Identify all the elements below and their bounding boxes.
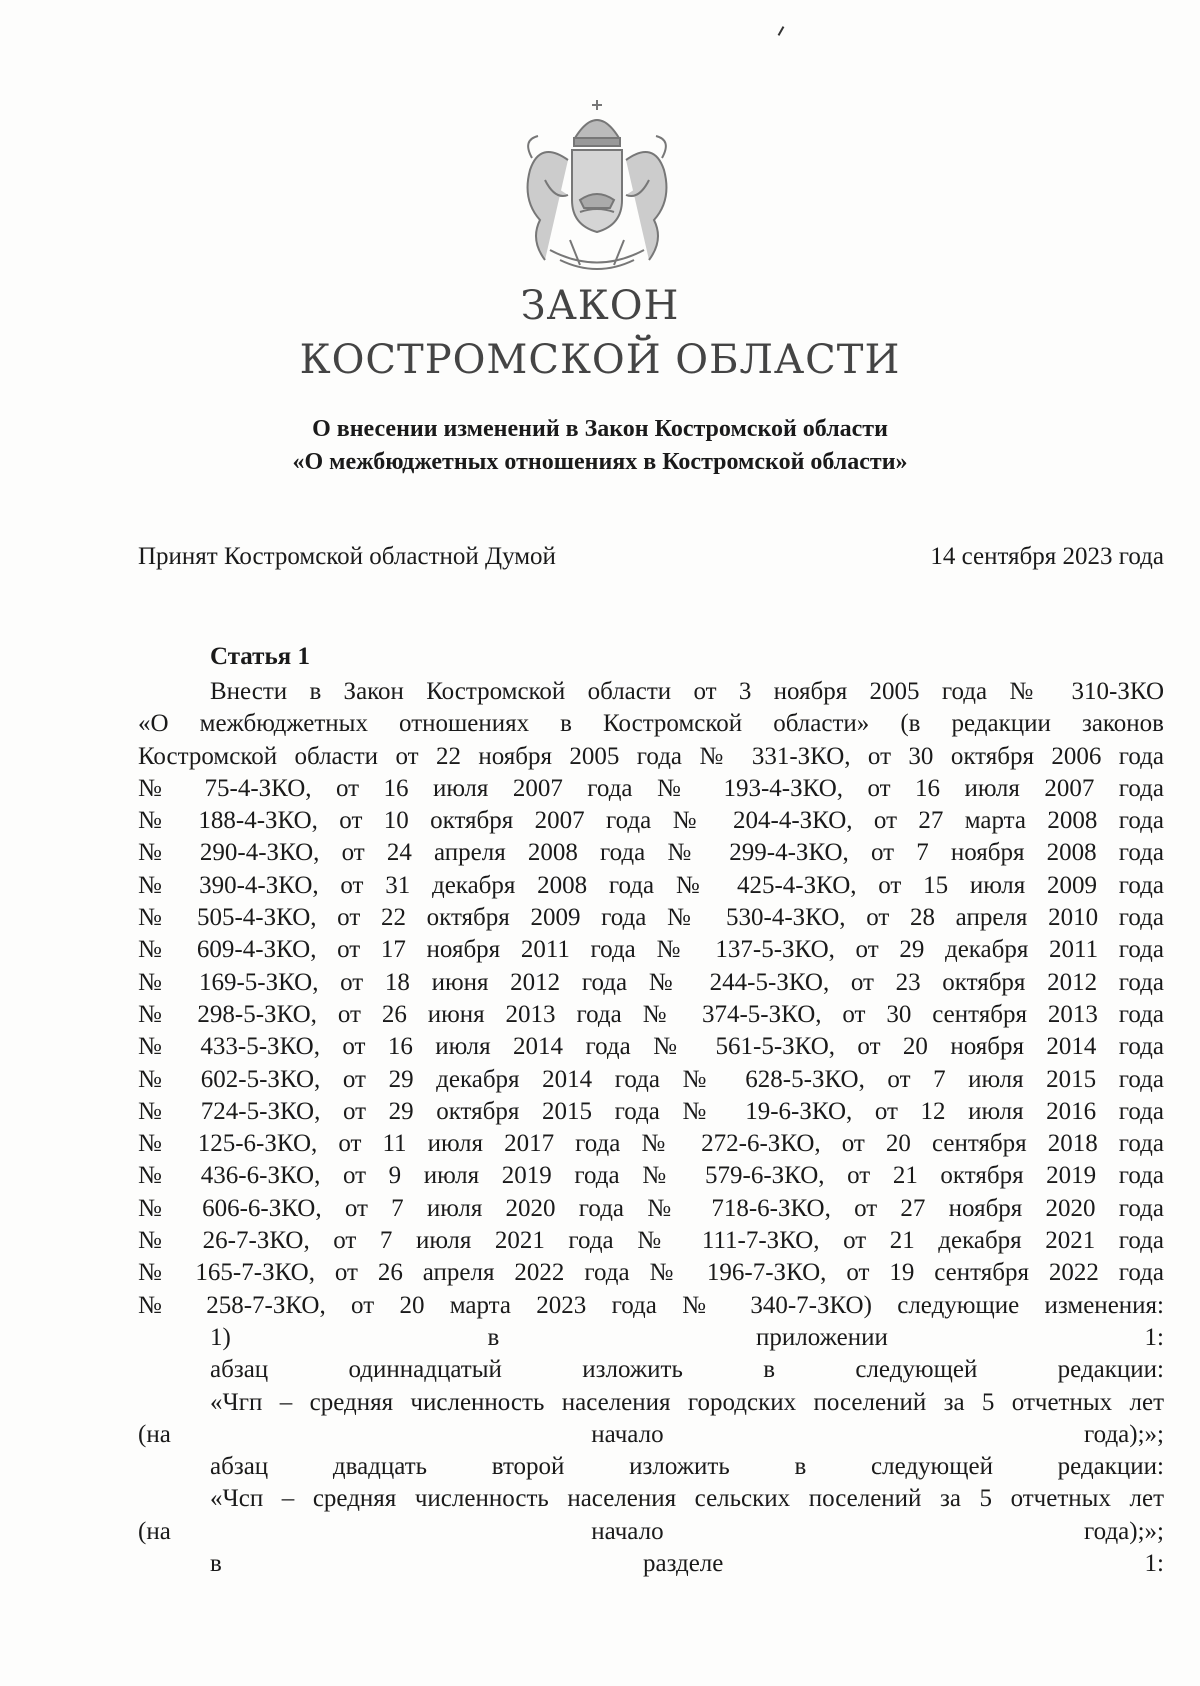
body-line: абзац одиннадцатый изложить в следующей редакции: bbox=[210, 1356, 1164, 1384]
law-subject-line-2: «О межбюджетных отношениях в Костромской области» bbox=[292, 449, 908, 475]
body-line: № 290-4-ЗКО, от 24 апреля 2008 года № 299-4-ЗКО, от 7 ноября 2008 года bbox=[138, 839, 1164, 867]
body-line: Внести в Закон Костромской области от 3 ноября 2005 года № 310-ЗКО bbox=[210, 678, 1164, 705]
body-line: № 26-7-ЗКО, от 7 июля 2021 года № 111-7-ЗКО, от 21 декабря 2021 года bbox=[138, 1227, 1164, 1255]
adopted-date: 14 сентября 2023 года bbox=[930, 543, 1164, 570]
body-line: № 609-4-ЗКО, от 17 ноября 2011 года № 137-5-ЗКО, от 29 декабря 2011 года bbox=[138, 936, 1164, 964]
body-line: (на начало года);»; bbox=[138, 1517, 1164, 1545]
body-line: «Чсп – средняя численность населения сельских поселений за 5 отчетных лет bbox=[210, 1485, 1164, 1513]
body-line: № 390-4-ЗКО, от 31 декабря 2008 года № 425-4-ЗКО, от 15 июля 2009 года bbox=[138, 871, 1164, 899]
body-line: № 433-5-ЗКО, от 16 июля 2014 года № 561-5-ЗКО, от 20 ноября 2014 года bbox=[138, 1033, 1164, 1061]
body-line: № 165-7-ЗКО, от 26 апреля 2022 года № 196-7-ЗКО, от 19 сентября 2022 года bbox=[138, 1259, 1164, 1287]
body-line: 1) в приложении 1: bbox=[210, 1323, 1164, 1351]
law-subject-line-1: О внесении изменений в Закон Костромской области bbox=[312, 416, 888, 442]
body-line: (на начало года);»; bbox=[138, 1420, 1164, 1448]
body-line: «Чгп – средняя численность населения городских поселений за 5 отчетных лет bbox=[210, 1388, 1164, 1416]
kostroma-coat-of-arms-icon bbox=[500, 100, 695, 280]
scan-artifact bbox=[778, 26, 785, 36]
body-line: «О межбюджетных отношениях в Костромской области» (в редакции законов bbox=[138, 710, 1164, 738]
body-line: № 188-4-ЗКО, от 10 октября 2007 года № 204-4-ЗКО, от 27 марта 2008 года bbox=[138, 807, 1164, 835]
article-body bbox=[138, 676, 1164, 1580]
adopted-by: Принят Костромской областной Думой bbox=[138, 543, 556, 570]
body-line: № 258-7-ЗКО, от 20 марта 2023 года № 340-7-ЗКО) следующие изменения: bbox=[138, 1291, 1164, 1319]
law-region: КОСТРОМСКОЙ ОБЛАСТИ bbox=[299, 337, 901, 383]
body-line: Костромской области от 22 ноября 2005 года № 331-ЗКО, от 30 октября 2006 года bbox=[138, 742, 1164, 770]
body-line: № 606-6-ЗКО, от 7 июля 2020 года № 718-6-ЗКО, от 27 ноября 2020 года bbox=[138, 1194, 1164, 1222]
body-line: абзац двадцать второй изложить в следующей редакции: bbox=[210, 1453, 1164, 1481]
law-title: ЗАКОН bbox=[520, 283, 680, 329]
body-line: № 505-4-ЗКО, от 22 октября 2009 года № 530-4-ЗКО, от 28 апреля 2010 года bbox=[138, 904, 1164, 932]
article-heading: Статья 1 bbox=[210, 643, 310, 670]
body-line: № 125-6-ЗКО, от 11 июля 2017 года № 272-6-ЗКО, от 20 сентября 2018 года bbox=[138, 1130, 1164, 1158]
body-line: в разделе 1: bbox=[210, 1550, 1164, 1578]
body-line: № 75-4-ЗКО, от 16 июля 2007 года № 193-4-ЗКО, от 16 июля 2007 года bbox=[138, 774, 1164, 802]
body-line: № 436-6-ЗКО, от 9 июля 2019 года № 579-6-ЗКО, от 21 октября 2019 года bbox=[138, 1162, 1164, 1190]
body-line: № 169-5-ЗКО, от 18 июня 2012 года № 244-5-ЗКО, от 23 октября 2012 года bbox=[138, 968, 1164, 996]
body-line: № 724-5-ЗКО, от 29 октября 2015 года № 19-6-ЗКО, от 12 июля 2016 года bbox=[138, 1097, 1164, 1125]
body-line: № 298-5-ЗКО, от 26 июня 2013 года № 374-5-ЗКО, от 30 сентября 2013 года bbox=[138, 1000, 1164, 1028]
body-line: № 602-5-ЗКО, от 29 декабря 2014 года № 628-5-ЗКО, от 7 июля 2015 года bbox=[138, 1065, 1164, 1093]
